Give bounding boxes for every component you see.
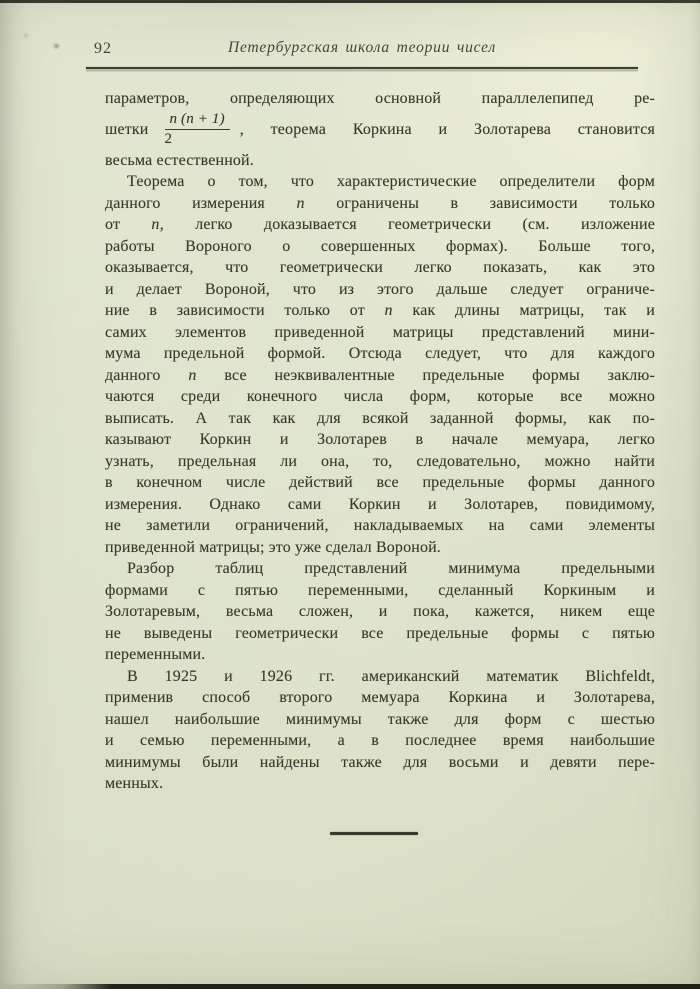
text-line: переменными. [105, 646, 206, 663]
math-variable-n: n [296, 194, 305, 212]
header-rule [86, 67, 638, 69]
text-line: формами с пятью переменными, сделанный Коркиным и [105, 581, 655, 599]
scan-edge-bottom [0, 984, 700, 989]
text-line: казывают Коркин и Золотарев в начале мемуара, легко [105, 431, 655, 448]
text-line: минимумы были найдены также для восьми и девяти пере- [105, 753, 655, 771]
text-line: не заметили ограничений, накладываемых на сами элементы [105, 517, 655, 534]
text-line-with-fraction [105, 110, 655, 150]
running-header: Петербургская школа теории чисел [227, 39, 497, 56]
text-line: данного измерения n ограничены в зависимости только [105, 194, 655, 212]
paragraph-3 [105, 558, 655, 666]
fraction-line-suffix: , теорема Коркина и Золотарева становится [239, 120, 655, 138]
text-line: мума предельной формой. Отсюда следует, что для каждого [105, 345, 655, 362]
body-text [105, 88, 655, 795]
scan-edge-top [0, 0, 700, 3]
text-line: работы Вороного о совершенных формах). Больше того, [105, 237, 655, 255]
text-line: менных. [105, 775, 164, 792]
paragraph-2 [105, 171, 655, 558]
text-line: не выведены геометрически все предельные формы с пятью [105, 624, 655, 642]
fraction [165, 111, 230, 148]
text-line: Золотаревым, весьма сложен, и пока, кажется, никем еще [105, 603, 655, 620]
text-line: данного n все неэквивалентные предельные формы заклю- [105, 366, 655, 384]
scan-speck [24, 34, 28, 37]
fraction-numerator: n (n + 1) [165, 111, 230, 130]
text-line: чаются среди конечного числа форм, которые все можно [105, 388, 655, 405]
text-line: нашел наибольшие минимумы также для форм с шестью [105, 710, 655, 728]
text-line: оказывается, что геометрически легко показать, как это [105, 259, 655, 276]
math-variable-n: n [188, 366, 197, 384]
text-line: и семью переменными, а в последнее время наибольшие [105, 732, 655, 749]
section-end-divider [330, 832, 418, 835]
text-line: В 1925 и 1926 гг. американский математик Blichfeldt, [127, 667, 655, 685]
text-line: выписать. А так как для всякой заданной формы, как по- [105, 409, 655, 427]
text-line: самих элементов приведенной матрицы представлений мини- [105, 323, 655, 341]
math-variable-n: n [151, 216, 160, 233]
text-line: параметров, определяющих основной параллелепипед ре- [105, 90, 655, 107]
text-line: и делает Вороной, что из этого дальше следует ограниче- [105, 280, 655, 298]
paragraph-4 [105, 666, 655, 795]
text-line: Теорема о том, что характеристические определители форм [127, 173, 655, 190]
text-line: измерения. Однако сами Коркин и Золотарев, повидимому, [105, 495, 655, 513]
text-line: весьма естественной. [105, 151, 254, 169]
page-header [0, 38, 700, 64]
text-line: ние в зависимости только от n как длины матрицы, так и [105, 302, 655, 319]
page-number: 92 [94, 40, 112, 57]
fraction-line-prefix: шетки [105, 120, 149, 138]
text-line: в конечном числе действий все предельные формы данного [105, 474, 655, 491]
text-line: от n, легко доказывается геометрически (см. изложение [105, 216, 655, 233]
text-line: Разбор таблиц представлений минимума предельными [127, 560, 655, 577]
math-variable-n: n [384, 302, 393, 319]
fraction-denominator: 2 [164, 131, 173, 148]
text-line: приведенной матрицы; это уже сделал Вороной. [105, 538, 441, 556]
paragraph-1 [105, 88, 655, 171]
text-line: применив способ второго мемуара Коркина и Золотарева, [105, 689, 655, 706]
text-line: узнать, предельная ли она, то, следовательно, можно найти [105, 452, 655, 470]
